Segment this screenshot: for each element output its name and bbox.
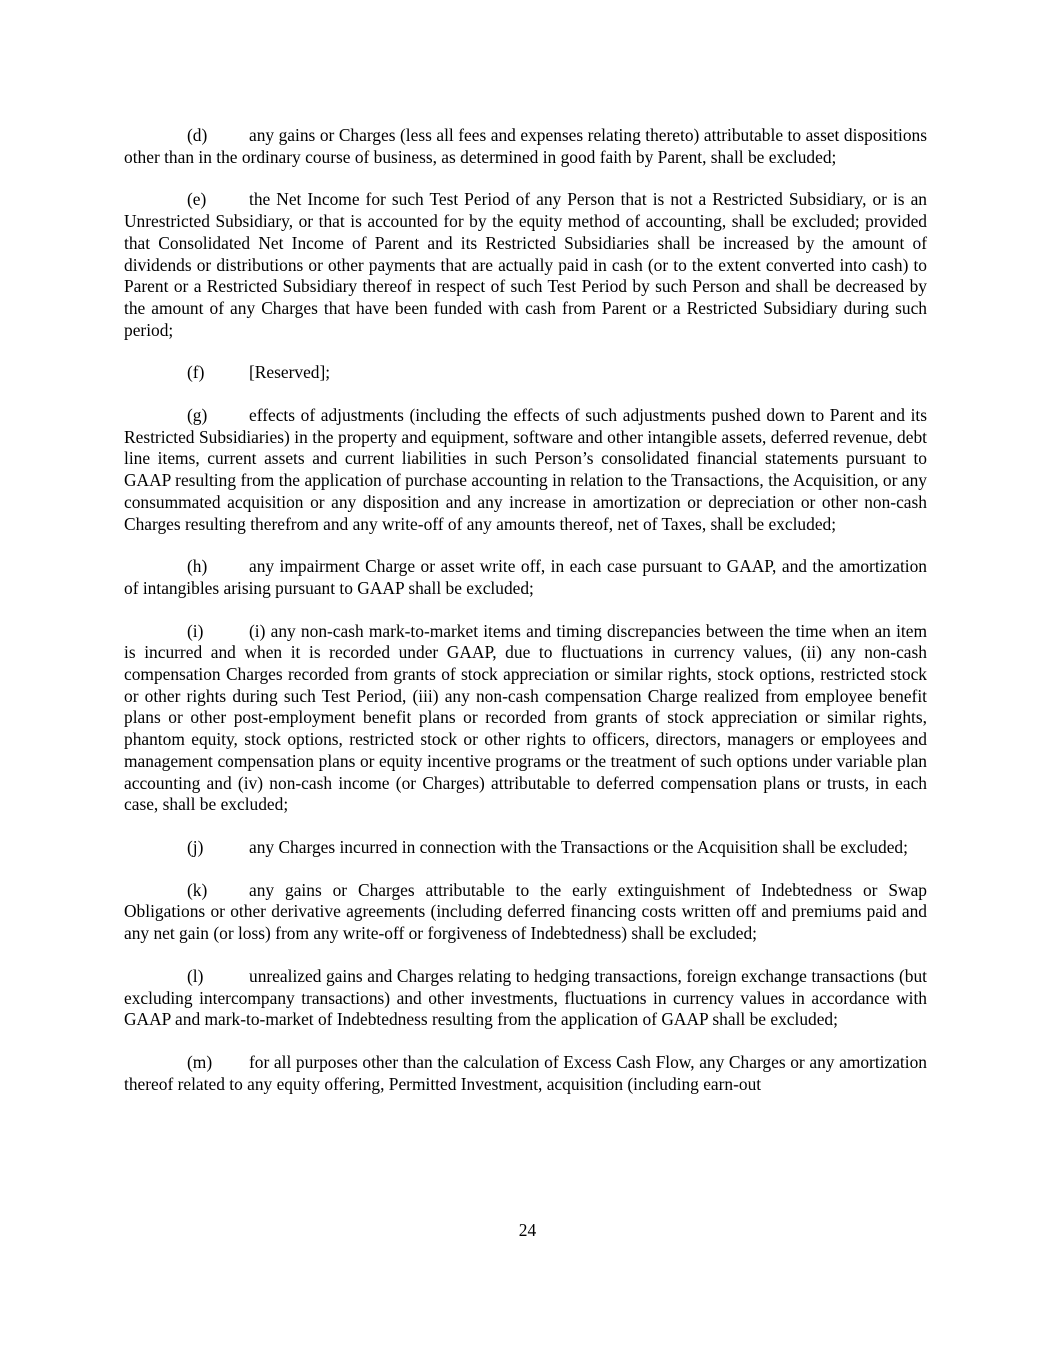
paragraph-text: effects of adjustments (including the effects of such adjustments pushed down to Parent and its Restricted Subsidiaries) in the property and equipment, software and other intangible assets, deferred revenue, debt line items, current assets and current liabilities in such Person’s consolidated financial statements pursuant to GAAP resulting from the application of purchase accounting in relation to the Transactions, the Acquisition, or any consummated acquisition or any disposition and any increase in amortization or depreciation or other non-cash Charges resulting therefrom and any write-off of any amounts thereof, net of Taxes, shall be excluded;	[124, 405, 927, 534]
paragraph-m	[124, 1052, 927, 1095]
page-number: 24	[518, 1220, 537, 1240]
paragraph-text: unrealized gains and Charges relating to hedging transactions, foreign exchange transactions (but excluding intercompany transactions) and other investments, fluctuations in currency values in accordance with GAAP and mark-to-market of Indebtedness resulting from the application of GAAP shall be excluded;	[124, 965, 927, 1030]
paragraph-label: (j)	[187, 836, 204, 857]
paragraph-label: (d)	[187, 125, 208, 145]
paragraph-label: (l)	[187, 965, 204, 986]
paragraph-h	[124, 556, 927, 599]
paragraph-text: the Net Income for such Test Period of any Person that is not a Restricted Subsidiary, or is an Unrestricted Subsidiary, or that is accounted for by the equity method of accounting, shall be excluded; provided that Consolidated Net Income of Parent and its Restricted Subsidiaries shall be increased by the amount of dividends or distributions or other payments that are actually paid in cash (or to the extent converted into cash) to Parent or a Restricted Subsidiary thereof in respect of such Test Period by such Person and shall be decreased by the amount of any Charges that have been funded with cash from Parent or a Restricted Subsidiary during such period;	[124, 189, 927, 340]
paragraph-label: (i)	[187, 620, 204, 641]
paragraph-e	[124, 189, 927, 341]
paragraph-text: any gains or Charges (less all fees and expenses relating thereto) attributable to asset dispositions other than in the ordinary course of business, as determined in good faith by Parent, shall be excluded;	[124, 125, 927, 167]
paragraph-d	[124, 125, 927, 168]
paragraph-label: (h)	[187, 556, 208, 577]
paragraph-k	[124, 880, 927, 945]
paragraph-i	[124, 621, 927, 816]
paragraph-text: [Reserved];	[249, 362, 331, 383]
paragraph-l	[124, 966, 927, 1031]
paragraph-text: any gains or Charges attributable to the early extinguishment of Indebtedness or Swap Obligations or other derivative agreements (including deferred financing costs written off and premiums paid and any net gain (or loss) from any write-off or forgiveness of Indebtedness) shall be excluded;	[124, 879, 927, 944]
paragraph-label: (e)	[187, 189, 207, 210]
paragraph-text: any impairment Charge or asset write off, in each case pursuant to GAAP, and the amortization of intangibles arising pursuant to GAAP shall be excluded;	[124, 556, 927, 598]
paragraph-g	[124, 405, 927, 535]
paragraph-label: (g)	[187, 405, 208, 426]
paragraph-label: (m)	[187, 1051, 213, 1072]
paragraph-f	[124, 362, 927, 384]
paragraph-text: (i) any non-cash mark-to-market items and timing discrepancies between the time when an item is incurred and when it is recorded under GAAP, due to fluctuations in currency values, (ii) any non-cash compensation Charges recorded from grants of stock appreciation or similar rights, stock options, restricted stock or other rights during such Test Period, (iii) any non-cash compensation Charge realized from employee benefit plans or other post-employment benefit plans or recorded from grants of stock appreciation or similar rights, phantom equity, stock options, restricted stock or other rights to officers, directors, managers or employees and management compensation plans or equity incentive programs or the treatment of such options under variable plan accounting and (iv) non-cash income (or Charges) attributable to deferred compensation plans or trusts, in each case, shall be excluded;	[124, 620, 927, 815]
paragraph-text: for all purposes other than the calculation of Excess Cash Flow, any Charges or any amortization thereof related to any equity offering, Permitted Investment, acquisition (including earn-out	[124, 1051, 927, 1094]
paragraph-text: any Charges incurred in connection with the Transactions or the Acquisition shall be excluded;	[249, 836, 908, 857]
paragraph-label: (f)	[187, 362, 205, 383]
paragraph-label: (k)	[187, 879, 208, 900]
document-page	[124, 125, 927, 1095]
paragraph-j	[124, 837, 927, 859]
